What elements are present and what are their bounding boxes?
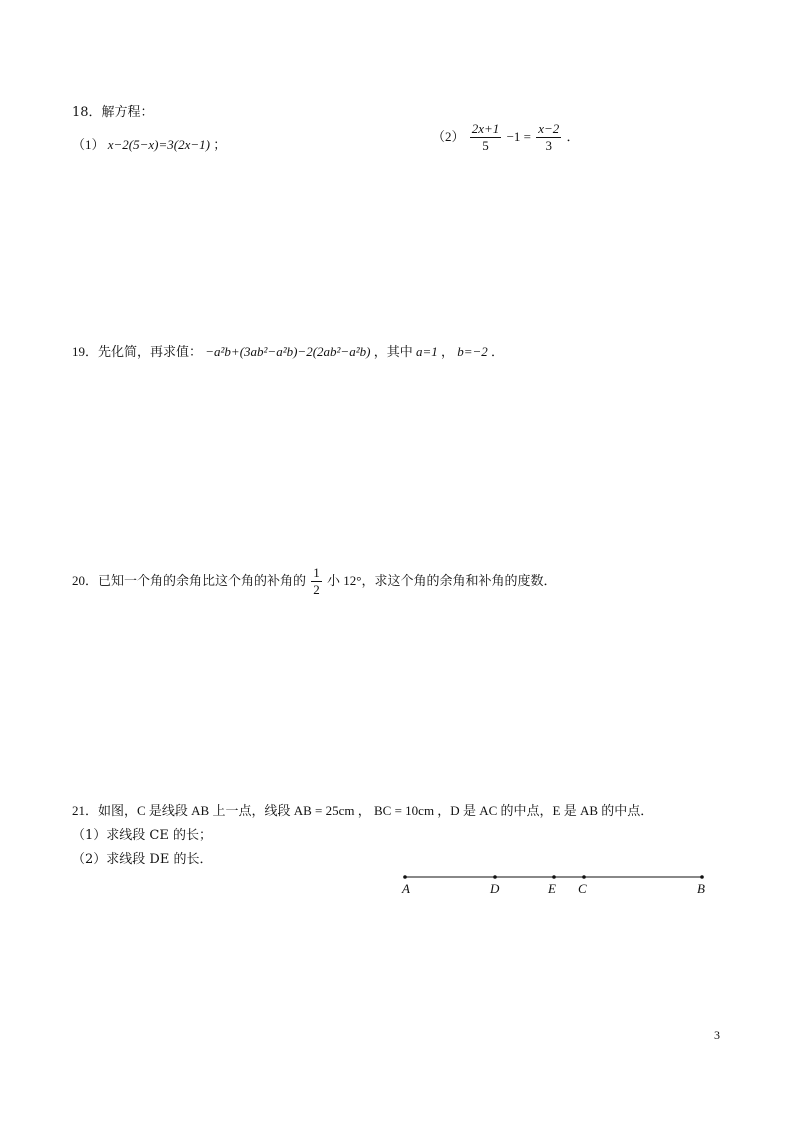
q21-part1: （1）求线段 CE 的长； (72, 828, 212, 843)
point-e-label: E (548, 881, 556, 896)
segment-figure (400, 870, 720, 900)
q18-part1-equation: x−2(5−x)=3(2x−1) (107, 137, 210, 152)
point-c-dot (582, 875, 586, 879)
q20-fraction-numerator: 1 (311, 566, 322, 582)
point-d-dot (493, 875, 497, 879)
q18-part2-label: （2） (432, 128, 465, 144)
q21-line1: 21．如图，C 是线段 AB 上一点，线段 AB = 25cm ， BC = 10cm ，D 是 AC 的中点，E 是 AB 的中点． (72, 803, 654, 818)
q18-part2-end: ． (566, 128, 580, 144)
fraction-1-denominator: 5 (482, 138, 489, 154)
q20-fraction (311, 566, 322, 598)
q18-part1-end: ； (213, 137, 227, 152)
q20-prefix: 20．已知一个角的余角比这个角的补角的 (72, 572, 307, 588)
q21-part2: （2）求线段 DE 的长． (72, 852, 213, 867)
q18-part2-fraction-2 (536, 122, 561, 154)
page-number: 3 (714, 1028, 720, 1042)
q18-part2-middle: −1 = (506, 128, 531, 144)
q19-end: ． (491, 344, 505, 359)
q19-condition-a: a=1 (415, 344, 438, 359)
point-c-label: C (578, 881, 587, 896)
q20-suffix: 小 12°，求这个角的余角和补角的度数． (327, 572, 557, 588)
q20-fraction-denominator: 2 (313, 582, 320, 598)
q19-mid: ，其中 (373, 344, 413, 359)
point-d-label: D (490, 881, 500, 896)
point-a-label: A (402, 881, 410, 896)
q19-separator: ， (440, 344, 454, 359)
point-a-dot (403, 875, 407, 879)
q18-part1 (72, 134, 226, 153)
q19-prefix: 19．先化简，再求值： (72, 344, 203, 359)
q18-title: 18．解方程： (72, 105, 154, 120)
q18-part2-fraction-1 (470, 122, 502, 154)
point-b-dot (700, 875, 704, 879)
fraction-2-numerator: x−2 (536, 122, 561, 138)
point-b-label: B (697, 881, 705, 896)
q19-line (72, 341, 504, 360)
fraction-1-numerator: 2x+1 (470, 122, 502, 138)
point-e-dot (552, 875, 556, 879)
q19-expression: −a²b+(3ab²−a²b)−2(2ab²−a²b) (205, 344, 371, 359)
q18-part2 (432, 122, 580, 154)
q19-condition-b: b=−2 (457, 344, 488, 359)
q18-part1-label: （1） (72, 137, 105, 152)
fraction-2-denominator: 3 (545, 138, 552, 154)
q20-line (72, 566, 556, 598)
